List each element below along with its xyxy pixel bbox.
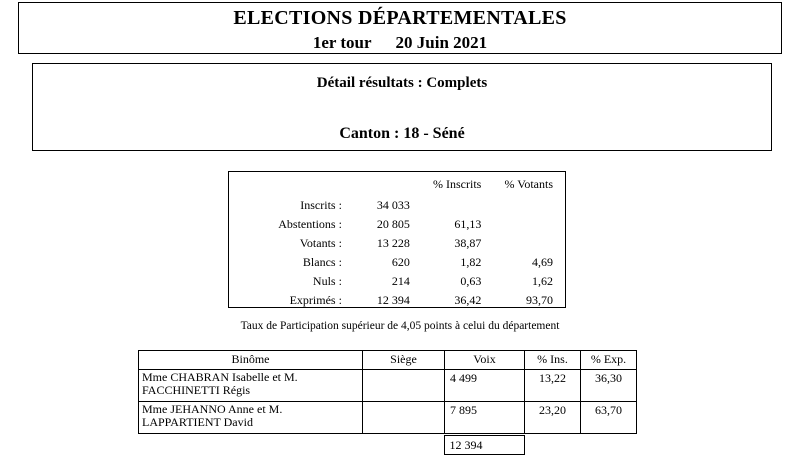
candidate-name-line1: Mme CHABRAN Isabelle et M.	[142, 370, 298, 384]
total-spacer-ins	[524, 436, 580, 455]
results-header-voix: Voix	[445, 351, 525, 370]
results-table	[138, 350, 637, 434]
table-row	[139, 402, 637, 434]
results-header-row	[139, 351, 637, 370]
election-round: 1er tour	[312, 33, 372, 52]
results-header-siege: Siège	[363, 351, 445, 370]
stats-row	[229, 215, 565, 234]
stats-row-value: 620	[391, 255, 410, 269]
stats-row-value: 20 805	[376, 217, 410, 231]
candidate-name	[139, 370, 363, 402]
stats-row-pct-votants: 1,62	[532, 274, 553, 288]
stats-row-value: 214	[391, 274, 410, 288]
candidate-name-line2: FACCHINETTI Régis	[142, 383, 251, 397]
stats-row-pct-votants	[491, 196, 565, 215]
stats-header-pct-votants: % Votants	[504, 177, 553, 191]
stats-row-pct-inscrits	[418, 196, 491, 215]
results-section	[138, 350, 636, 455]
stats-row-label: Blancs :	[302, 255, 342, 269]
results-total-table	[138, 435, 636, 455]
page-title: ELECTIONS DÉPARTEMENTALES	[233, 7, 567, 29]
stats-header-pct-inscrits: % Inscrits	[433, 177, 482, 191]
results-header-pct-ins: % Ins.	[525, 351, 581, 370]
siege-value	[363, 370, 445, 402]
detail-box	[32, 63, 772, 151]
stats-row-label: Exprimés :	[289, 293, 342, 307]
total-row	[138, 436, 636, 455]
stats-row-pct-votants: 4,69	[532, 255, 553, 269]
stats-row-pct-votants	[491, 215, 565, 234]
voix-value: 4 499	[445, 370, 525, 402]
pct-exp-value: 36,30	[581, 370, 637, 402]
table-row	[139, 370, 637, 402]
stats-row	[229, 253, 565, 272]
candidate-name-line1: Mme JEHANNO Anne et M.	[142, 402, 283, 416]
stats-row-value: 12 394	[376, 293, 410, 307]
stats-row-pct-inscrits: 0,63	[460, 274, 482, 288]
total-voix-value: 12 394	[444, 436, 524, 455]
pct-ins-value: 23,20	[525, 402, 581, 434]
title-box	[18, 2, 782, 54]
stats-row	[229, 196, 565, 215]
stats-row-label: Votants :	[299, 236, 342, 250]
candidate-name-line2: LAPPARTIENT David	[142, 415, 253, 429]
total-spacer-exp	[580, 436, 636, 455]
total-spacer-siege	[362, 436, 444, 455]
canton-label: Canton : 18 - Séné	[339, 125, 465, 142]
stats-table	[229, 177, 565, 310]
stats-row-pct-votants: 93,70	[526, 293, 553, 307]
stats-header-value	[348, 177, 418, 196]
stats-header-blank	[229, 177, 348, 196]
candidate-name	[139, 402, 363, 434]
stats-row-label: Inscrits :	[300, 198, 342, 212]
stats-row-label: Abstentions :	[278, 217, 342, 231]
results-header-binome: Binôme	[139, 351, 363, 370]
results-header-pct-exp: % Exp.	[581, 351, 637, 370]
participation-note: Taux de Participation supérieur de 4,05 points à celui du département	[240, 320, 560, 332]
stats-box	[228, 171, 566, 308]
stats-row-pct-inscrits: 61,13	[454, 217, 482, 231]
stats-row-pct-votants	[491, 234, 565, 253]
stats-row-pct-inscrits: 36,42	[454, 293, 482, 307]
stats-row-value: 34 033	[376, 198, 410, 212]
total-spacer-binome	[138, 436, 362, 455]
stats-row-label: Nuls :	[312, 274, 342, 288]
stats-row	[229, 234, 565, 253]
detail-label: Détail résultats : Complets	[316, 75, 488, 91]
stats-row-pct-inscrits: 38,87	[454, 236, 482, 250]
stats-row	[229, 291, 565, 310]
stats-header-row	[229, 177, 565, 196]
stats-row	[229, 272, 565, 291]
siege-value	[363, 402, 445, 434]
stats-row-value: 13 228	[376, 236, 410, 250]
pct-exp-value: 63,70	[581, 402, 637, 434]
stats-row-pct-inscrits: 1,82	[460, 255, 482, 269]
voix-value: 7 895	[445, 402, 525, 434]
election-date: 20 Juin 2021	[395, 33, 488, 52]
pct-ins-value: 13,22	[525, 370, 581, 402]
election-round-date	[19, 33, 781, 53]
